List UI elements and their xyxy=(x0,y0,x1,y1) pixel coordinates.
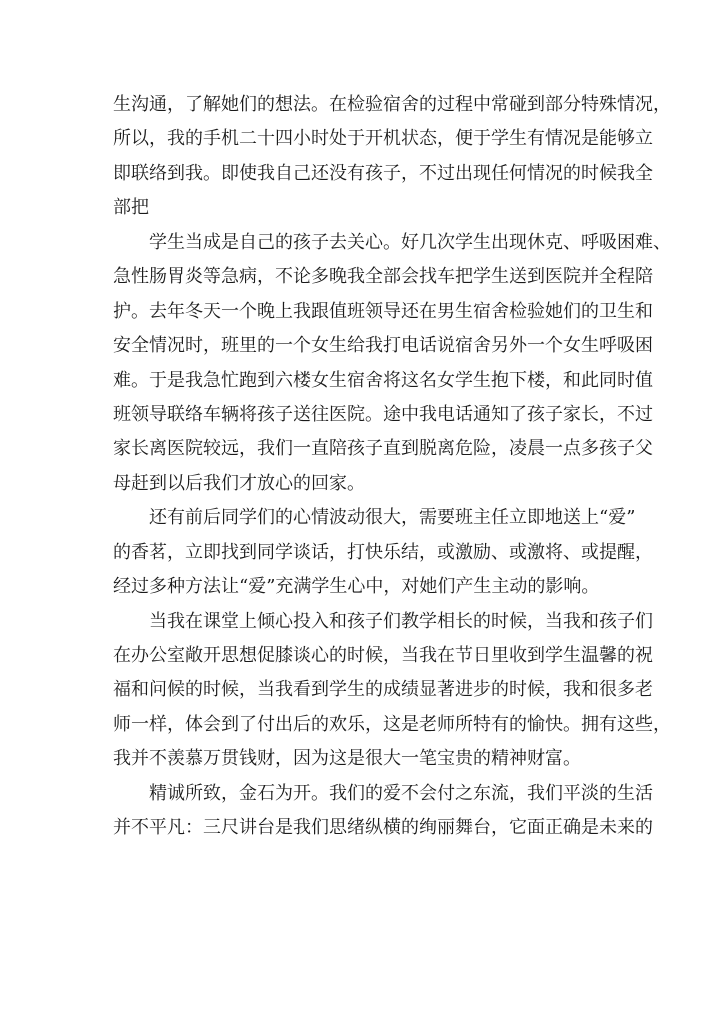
text-line: 经过多种方法让“爱”充满学生心中，对她们产生主动的影响。 xyxy=(113,576,600,598)
text-line: 护。去年冬天一个晚上我跟值班领导还在男生宿舍检验她们的卫生和 xyxy=(113,300,653,322)
paragraph xyxy=(113,501,653,604)
text-line: 的香茗，立即找到同学谈话，打快乐结，或激励、或激将、或提醒， xyxy=(113,541,653,563)
text-line: 精诚所致，金石为开。我们的爱不会付之东流，我们平淡的生活 xyxy=(149,782,653,804)
paragraph xyxy=(113,777,653,846)
text-line: 生沟通，了解她们的想法。在检验宿舍的过程中常碰到部分特殊情况， xyxy=(113,94,671,115)
text-line: 母赶到以后我们才放心的回家。 xyxy=(113,472,365,494)
text-line: 学生当成是自己的孩子去关心。好几次学生出现休克、呼吸困难、 xyxy=(149,231,671,253)
text-line: 所以，我的手机二十四小时处于开机状态，便于学生有情况是能够立 xyxy=(113,128,653,150)
text-line: 当我在课堂上倾心投入和孩子们教学相长的时候，当我和孩子们 xyxy=(149,610,653,632)
text-line: 急性肠胃炎等急病，不论多晚我全部会找车把学生送到医院并全程陪 xyxy=(113,266,653,288)
text-line: 师一样，体会到了付出后的欢乐，这是老师所特有的愉快。拥有这些， xyxy=(113,713,671,735)
text-line: 我并不羡慕万贯钱财，因为这是很大一笔宝贵的精神财富。 xyxy=(113,748,581,770)
paragraph xyxy=(113,88,671,226)
text-line: 家长离医院较远，我们一直陪孩子直到脱离危险，凌晨一点多孩子父 xyxy=(113,438,653,460)
text-line: 还有前后同学们的心情波动很大，需要班主任立即地送上“爱” xyxy=(149,507,636,529)
paragraph xyxy=(113,605,671,777)
text-line: 部把 xyxy=(113,197,149,219)
document-body xyxy=(113,88,671,846)
text-line: 班领导联络车辆将孩子送往医院。途中我电话通知了孩子家长，不过 xyxy=(113,403,653,425)
text-line: 难。于是我急忙跑到六楼女生宿舍将这名女学生抱下楼，和此同时值 xyxy=(113,369,653,391)
text-line: 并不平凡：三尺讲台是我们思绪纵横的绚丽舞台，它面正确是未来的 xyxy=(113,817,653,839)
text-line: 安全情况时，班里的一个女生给我打电话说宿舍另外一个女生呼吸困 xyxy=(113,335,653,357)
text-line: 在办公室敞开思想促膝谈心的时候，当我在节日里收到学生温馨的祝 xyxy=(113,645,653,666)
text-line: 福和问候的时候，当我看到学生的成绩显著进步的时候，我和很多老 xyxy=(113,679,653,701)
text-line: 即联络到我。即使我自己还没有孩子，不过出现任何情况的时候我全 xyxy=(113,162,653,184)
paragraph xyxy=(113,226,671,502)
